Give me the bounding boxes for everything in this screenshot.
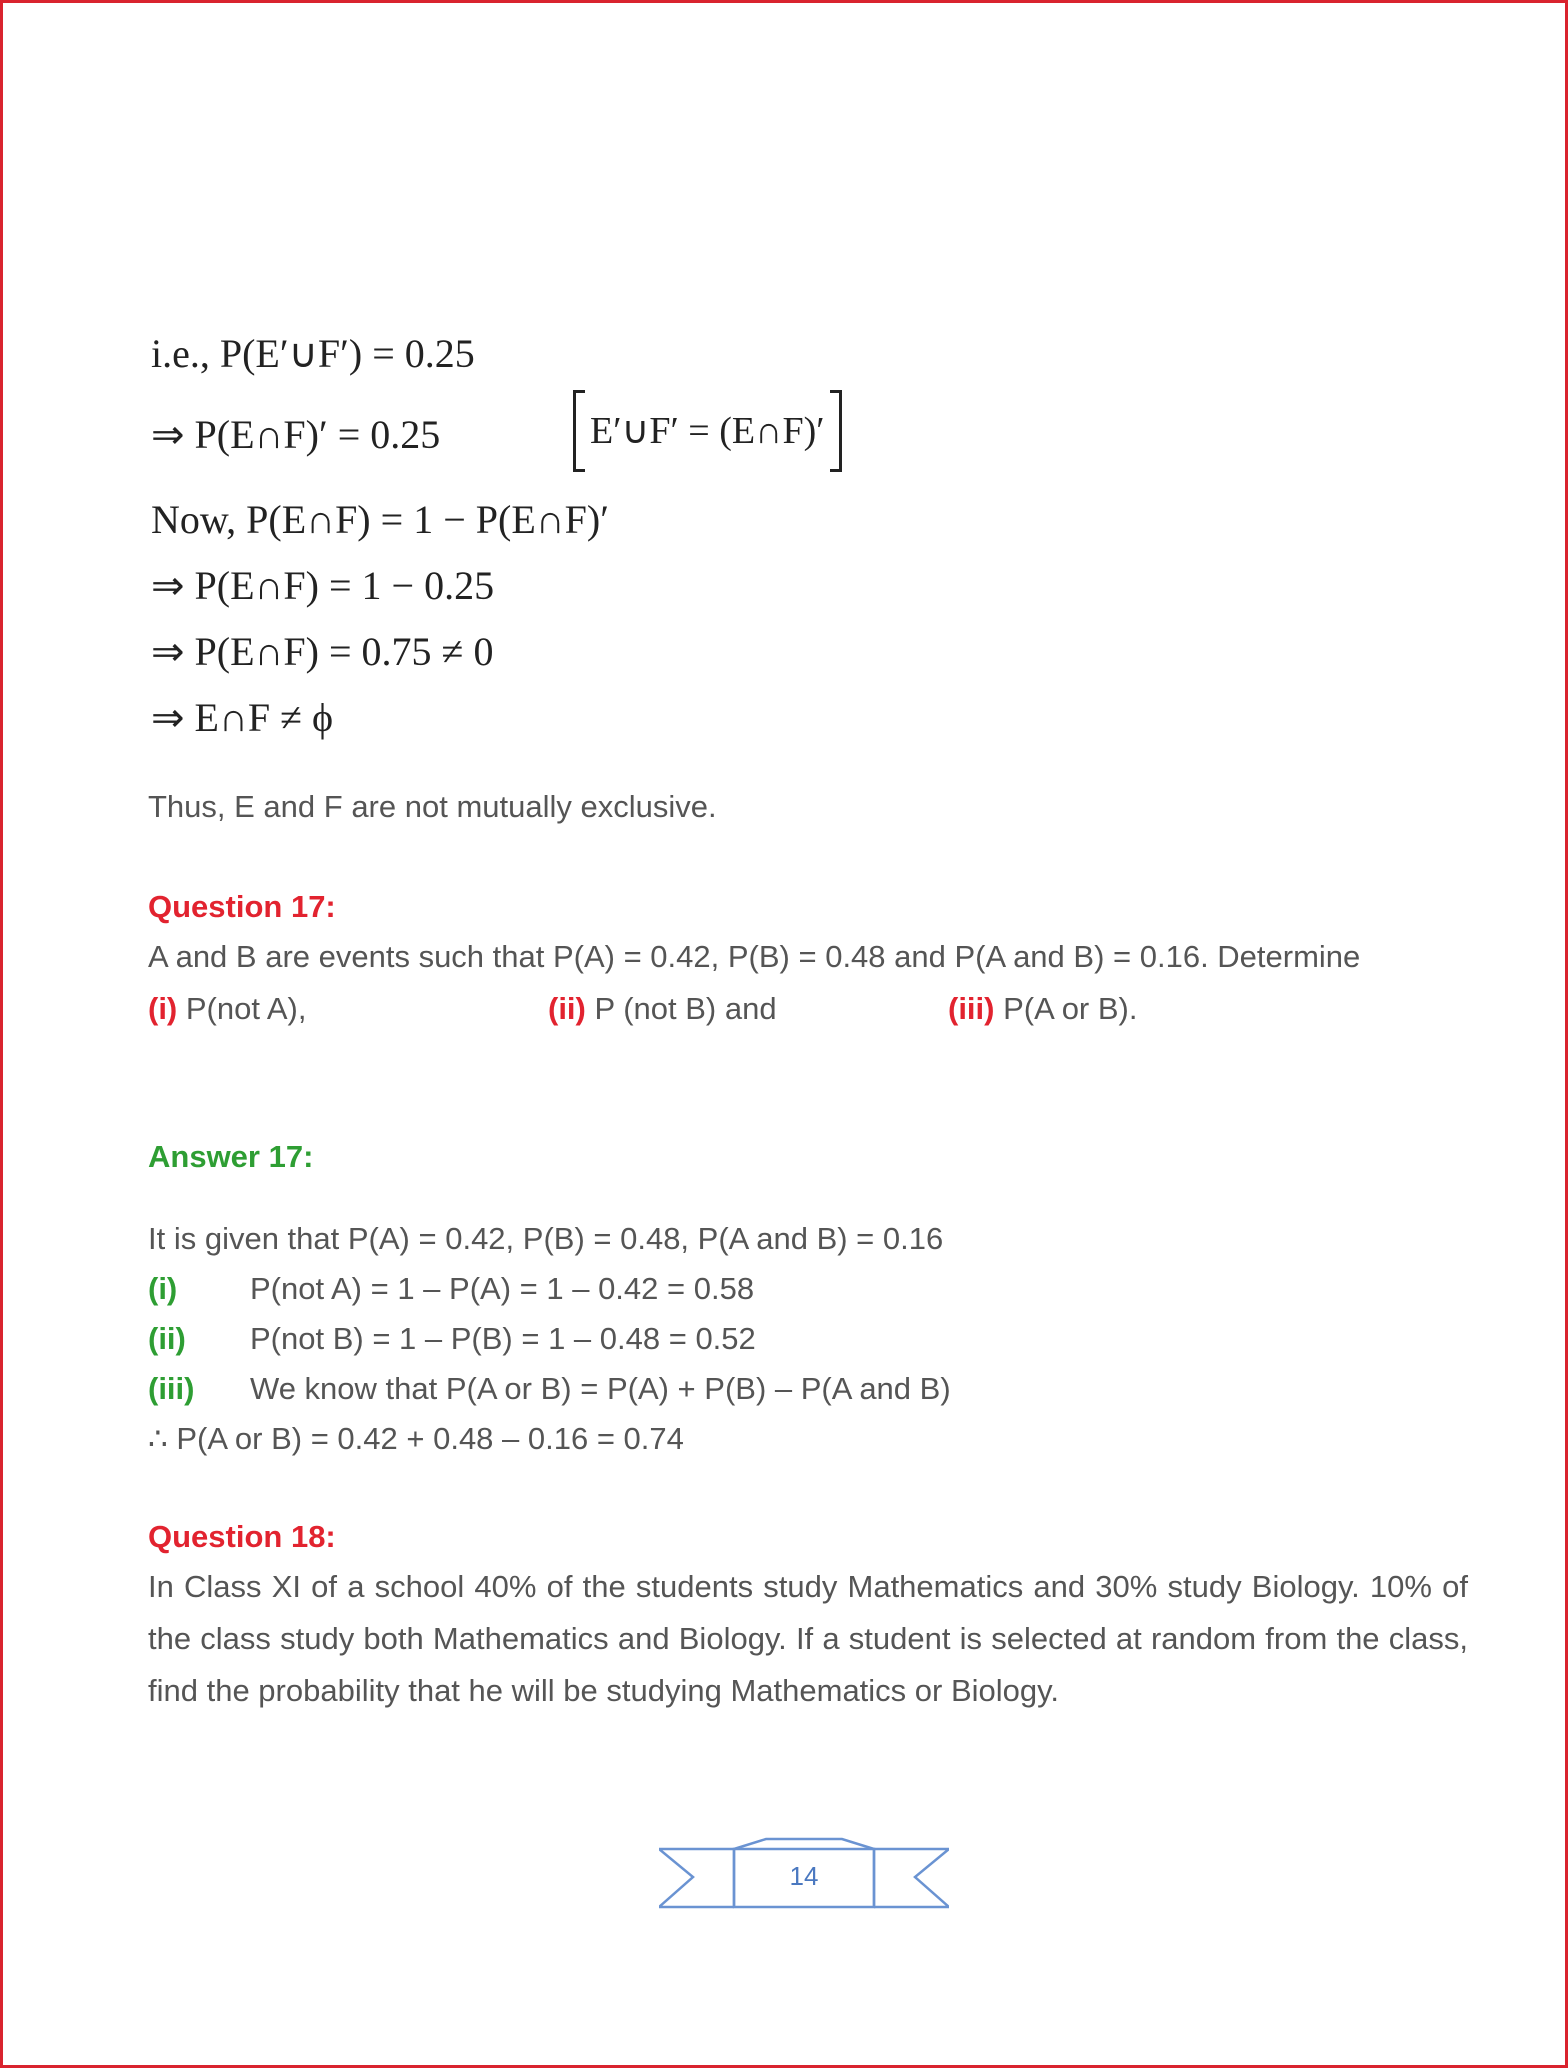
conclusion-text: Thus, E and F are not mutually exclusive. — [148, 789, 717, 824]
step-label: (i) — [148, 1271, 178, 1306]
math-line-3: Now, P(E∩F) = 1 − P(E∩F)′ — [151, 497, 609, 542]
part-label: (i) — [148, 991, 178, 1026]
question-17-part-ii — [548, 989, 777, 1029]
math-line-2 — [151, 387, 911, 483]
math-line-4: ⇒ P(E∩F) = 1 − 0.25 — [151, 563, 495, 608]
step-label: (ii) — [148, 1321, 186, 1356]
answer-17-heading: Answer 17: — [148, 1139, 314, 1174]
part-label: (iii) — [948, 991, 995, 1026]
answer-17-step-i — [148, 1269, 754, 1309]
step-label: (iii) — [148, 1371, 195, 1406]
question-18-text: In Class XI of a school 40% of the students study Mathematics and 30% study Biology. 10% of the class study both Mathematics and Biology. If a student is selected at random from the class, find the probability that he will be studying Mathematics or Biology. — [148, 1569, 1468, 1708]
math-line-5: ⇒ P(E∩F) = 0.75 ≠ 0 — [151, 629, 494, 674]
math-line-2-expression: ⇒ P(E∩F)′ = 0.25 — [151, 412, 441, 457]
answer-17-given: It is given that P(A) = 0.42, P(B) = 0.48, P(A and B) = 0.16 — [148, 1221, 944, 1256]
step-text: P(not A) = 1 – P(A) = 1 – 0.42 = 0.58 — [250, 1271, 755, 1306]
step-text: We know that P(A or B) = P(A) + P(B) – P(A and B) — [250, 1371, 951, 1406]
math-line-6: ⇒ E∩F ≠ ϕ — [151, 695, 334, 740]
question-17-heading: Question 17: — [148, 889, 336, 924]
part-label: (ii) — [548, 991, 586, 1026]
math-derivation — [151, 321, 911, 751]
page-number: 14 — [789, 1861, 819, 1891]
part-text: P(A or B). — [994, 991, 1138, 1026]
question-17-part-i — [148, 989, 307, 1029]
question-17-part-iii — [948, 989, 1137, 1029]
step-text: P(not B) = 1 – P(B) = 1 – 0.48 = 0.52 — [250, 1321, 756, 1356]
part-text: P (not B) and — [585, 991, 777, 1026]
answer-17-final: ∴ P(A or B) = 0.42 + 0.48 – 0.16 = 0.74 — [148, 1421, 684, 1456]
question-18-heading: Question 18: — [148, 1519, 336, 1554]
answer-17-step-iii — [148, 1369, 951, 1409]
math-line-1: i.e., P(E′∪F′) = 0.25 — [151, 331, 475, 376]
answer-17-step-ii — [148, 1319, 756, 1359]
question-17-text: A and B are events such that P(A) = 0.42, P(B) = 0.48 and P(A and B) = 0.16. Determine — [148, 939, 1361, 974]
part-text: P(not A), — [177, 991, 307, 1026]
page-footer — [659, 1837, 949, 1917]
math-line-2-note: E′∪F′ = (E∩F)′ — [573, 393, 842, 469]
